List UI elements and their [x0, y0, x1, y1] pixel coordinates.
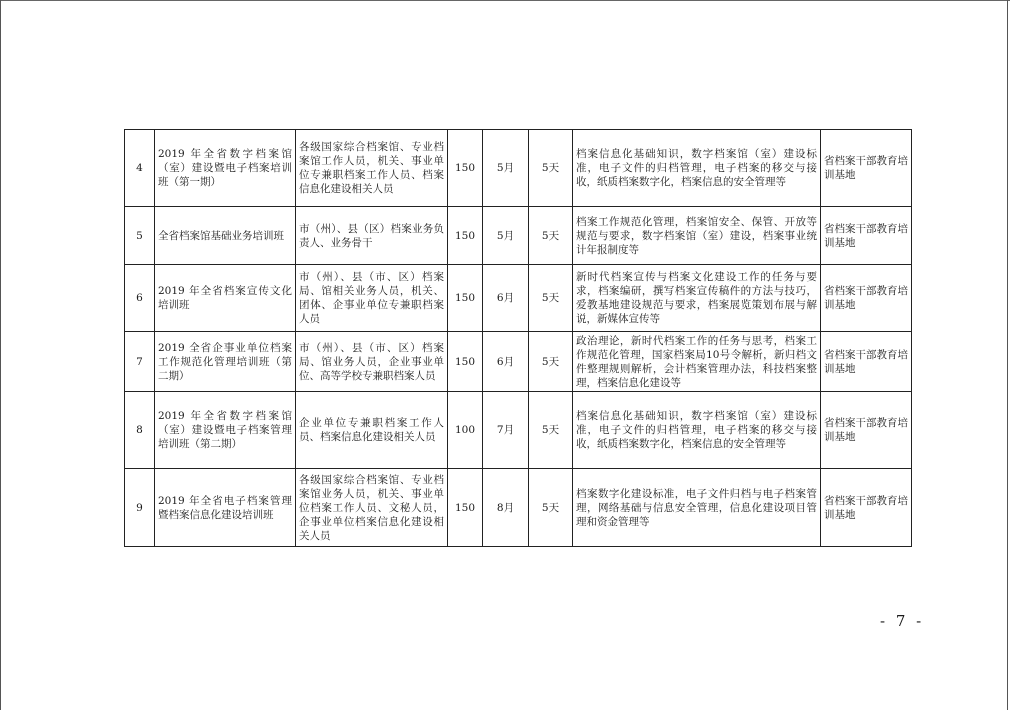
- participant-count: 150: [448, 332, 483, 392]
- page-number: - 7 -: [880, 612, 925, 630]
- target-audience: 市（州）、县（市、区）档案局、馆业务人员，企业事业单位、高等学校专兼职档案人员: [296, 332, 448, 392]
- course-name: 2019 年全省电子档案管理暨档案信息化建设培训班: [155, 469, 296, 547]
- row-index: 9: [125, 469, 155, 547]
- participant-count: 150: [448, 130, 483, 207]
- table-row: [125, 332, 912, 392]
- duration: 5天: [529, 207, 573, 265]
- month: 5月: [483, 130, 529, 207]
- participant-count: 100: [448, 392, 483, 469]
- course-content: 档案工作规范化管理，档案馆安全、保管、开放等规范与要求，数字档案馆（室）建设，档案事业统计年报制度等: [573, 207, 821, 265]
- course-content: 档案信息化基础知识，数字档案馆（室）建设标准，电子文件的归档管理，电子档案的移交与接收，纸质档案数字化，档案信息的安全管理等: [573, 130, 821, 207]
- row-index: 8: [125, 392, 155, 469]
- course-content: 档案信息化基础知识，数字档案馆（室）建设标准，电子文件的归档管理，电子档案的移交与接收，纸质档案数字化，档案信息的安全管理等: [573, 392, 821, 469]
- target-audience: 各级国家综合档案馆、专业档案馆工作人员，机关、事业单位专兼职档案工作人员、档案信息化建设相关人员: [296, 130, 448, 207]
- venue: 省档案干部教育培训基地: [821, 207, 912, 265]
- course-name: 2019 年全省档案宣传文化培训班: [155, 265, 296, 332]
- target-audience: 企业单位专兼职档案工作人员、档案信息化建设相关人员: [296, 392, 448, 469]
- row-index: 4: [125, 130, 155, 207]
- month: 8月: [483, 469, 529, 547]
- participant-count: 150: [448, 265, 483, 332]
- course-content: 档案数字化建设标准，电子文件归档与电子档案管理，网络基础与信息安全管理，信息化建设项目管理和资金管理等: [573, 469, 821, 547]
- row-index: 5: [125, 207, 155, 265]
- participant-count: 150: [448, 469, 483, 547]
- table-row: [125, 130, 912, 207]
- participant-count: 150: [448, 207, 483, 265]
- duration: 5天: [529, 392, 573, 469]
- page-top-edge: [0, 0, 1010, 1]
- course-name: 2019 年全省数字档案馆（室）建设暨电子档案管理培训班（第二期）: [155, 392, 296, 469]
- venue: 省档案干部教育培训基地: [821, 130, 912, 207]
- month: 6月: [483, 265, 529, 332]
- duration: 5天: [529, 469, 573, 547]
- course-name: 2019 全省企事业单位档案工作规范化管理培训班（第二期）: [155, 332, 296, 392]
- course-name: 全省档案馆基础业务培训班: [155, 207, 296, 265]
- target-audience: 市（州）、县（区）档案业务负责人、业务骨干: [296, 207, 448, 265]
- training-plan-table: [124, 129, 912, 547]
- venue: 省档案干部教育培训基地: [821, 265, 912, 332]
- duration: 5天: [529, 130, 573, 207]
- table-row: [125, 207, 912, 265]
- row-index: 6: [125, 265, 155, 332]
- venue: 省档案干部教育培训基地: [821, 469, 912, 547]
- venue: 省档案干部教育培训基地: [821, 392, 912, 469]
- table-row: [125, 392, 912, 469]
- venue: 省档案干部教育培训基地: [821, 332, 912, 392]
- duration: 5天: [529, 332, 573, 392]
- target-audience: 各级国家综合档案馆、专业档案馆业务人员，机关、事业单位档案工作人员、文秘人员，企事业单位档案信息化建设相关人员: [296, 469, 448, 547]
- course-name: 2019 年全省数字档案馆（室）建设暨电子档案培训班（第一期）: [155, 130, 296, 207]
- course-content: 政治理论，新时代档案工作的任务与思考，档案工作规范化管理，国家档案局10号令解析，新归档文件整理规则解析，会计档案管理办法，科技档案整理，档案信息化建设等: [573, 332, 821, 392]
- row-index: 7: [125, 332, 155, 392]
- month: 6月: [483, 332, 529, 392]
- month: 5月: [483, 207, 529, 265]
- table-row: [125, 265, 912, 332]
- course-content: 新时代档案宣传与档案文化建设工作的任务与要求，档案编研，撰写档案宣传稿件的方法与技巧，爱教基地建设规范与要求，档案展览策划布展与解说，新媒体宣传等: [573, 265, 821, 332]
- duration: 5天: [529, 265, 573, 332]
- target-audience: 市（州）、县（市、区）档案局、馆相关业务人员，机关、团体、企事业单位专兼职档案人员: [296, 265, 448, 332]
- table-row: [125, 469, 912, 547]
- month: 7月: [483, 392, 529, 469]
